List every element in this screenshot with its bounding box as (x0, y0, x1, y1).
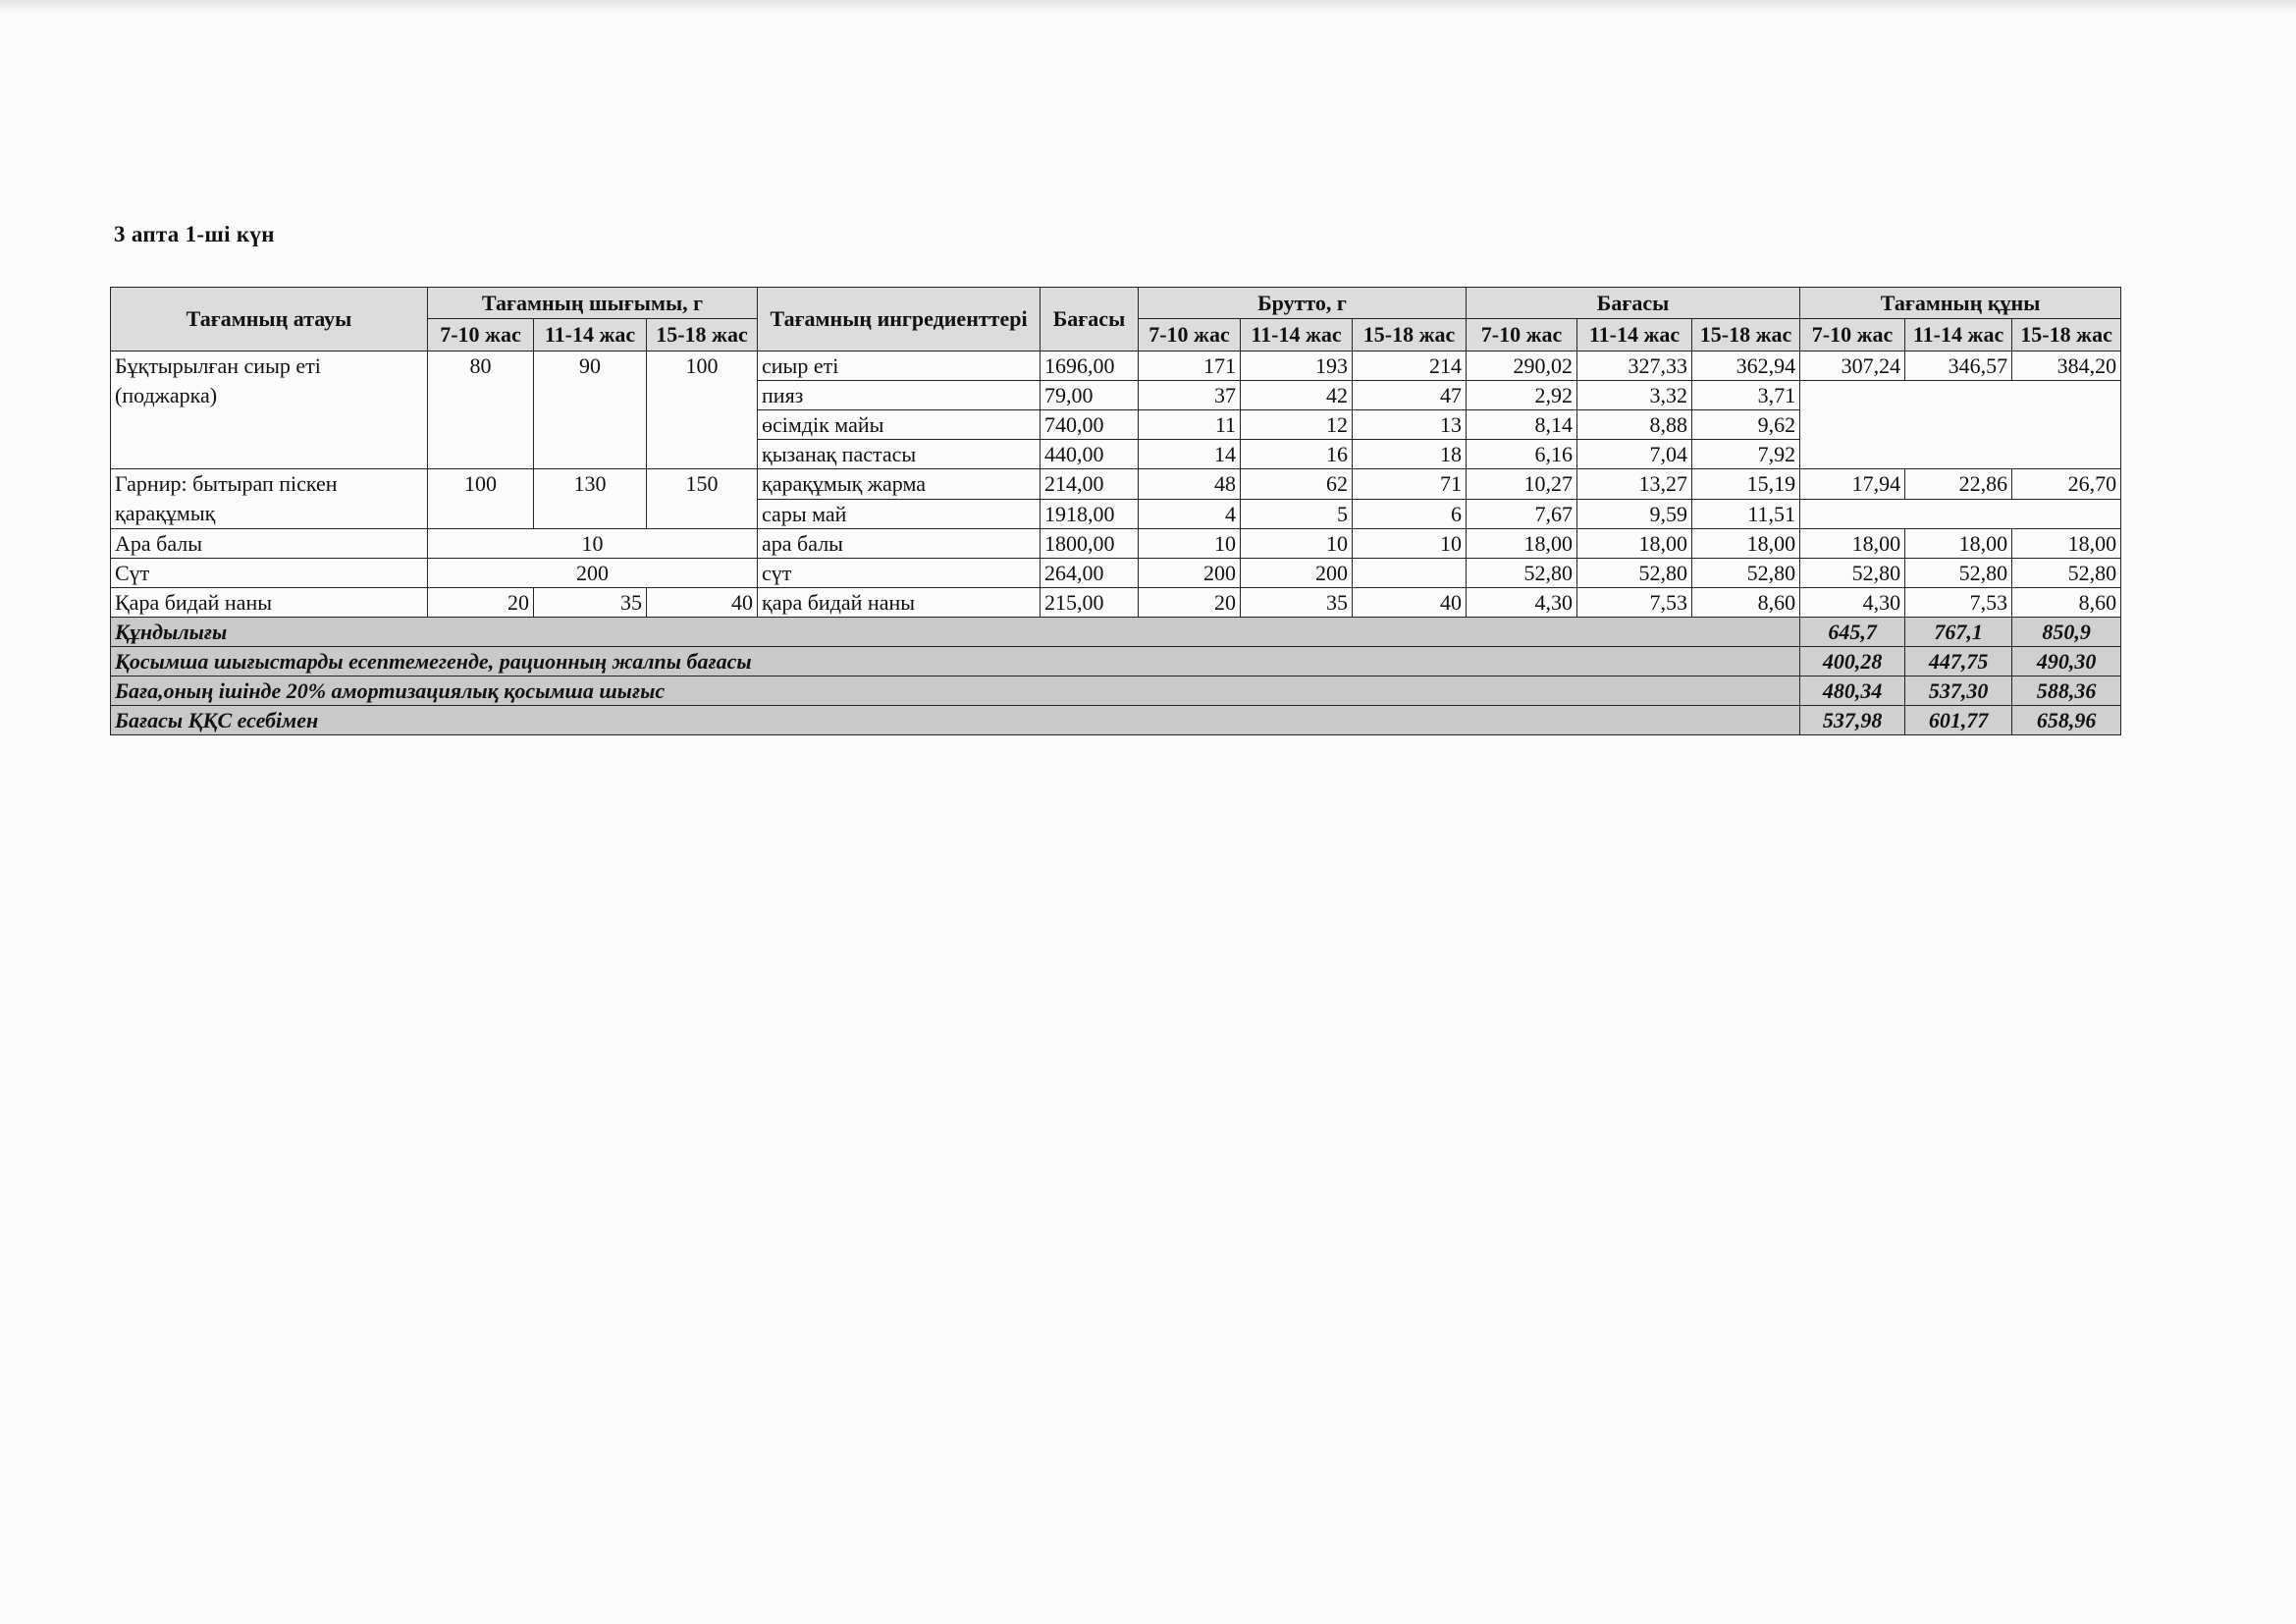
cost-cell: 290,02 (1467, 352, 1577, 381)
output-cell: 40 (647, 588, 758, 618)
age-header: 11-14 жас (1905, 319, 2012, 352)
dish-cost-cell: 22,86 (1905, 469, 2012, 500)
age-header: 7-10 жас (1139, 319, 1241, 352)
ingredient-name: қара бидай наны (758, 588, 1041, 618)
cost-cell: 18,00 (1692, 529, 1800, 559)
summary-value: 490,30 (2012, 647, 2121, 677)
brutto-cell: 37 (1139, 381, 1241, 410)
empty-cell (1800, 381, 2121, 469)
summary-row (111, 677, 2121, 706)
brutto-cell: 200 (1241, 559, 1353, 588)
cost-cell: 6,16 (1467, 440, 1577, 469)
brutto-cell: 40 (1353, 588, 1467, 618)
cost-cell: 4,30 (1467, 588, 1577, 618)
header-dish-cost: Тағамның құны (1800, 288, 2121, 319)
cost-cell: 8,88 (1577, 410, 1692, 440)
price-cell: 440,00 (1041, 440, 1139, 469)
output-cell: 150 (647, 469, 758, 529)
summary-value: 658,96 (2012, 706, 2121, 735)
dish-cost-cell: 18,00 (1905, 529, 2012, 559)
cost-cell: 18,00 (1467, 529, 1577, 559)
header-dish-name: Тағамның атауы (111, 288, 428, 352)
brutto-cell: 5 (1241, 499, 1353, 529)
summary-value: 537,98 (1800, 706, 1905, 735)
header-brutto: Брутто, г (1139, 288, 1467, 319)
brutto-cell: 10 (1139, 529, 1241, 559)
brutto-cell: 62 (1241, 469, 1353, 500)
dish-name: Сүт (111, 559, 428, 588)
cost-cell: 18,00 (1577, 529, 1692, 559)
brutto-cell: 16 (1241, 440, 1353, 469)
cost-cell: 3,71 (1692, 381, 1800, 410)
dish-cost-cell: 384,20 (2012, 352, 2121, 381)
dish-cost-cell: 7,53 (1905, 588, 2012, 618)
brutto-cell: 14 (1139, 440, 1241, 469)
price-cell: 740,00 (1041, 410, 1139, 440)
summary-value: 447,75 (1905, 647, 2012, 677)
price-cell: 1918,00 (1041, 499, 1139, 529)
cost-cell: 7,92 (1692, 440, 1800, 469)
header-ingredients: Тағамның ингредиенттері (758, 288, 1041, 352)
dish-cost-cell: 4,30 (1800, 588, 1905, 618)
price-cell: 214,00 (1041, 469, 1139, 500)
cost-cell: 13,27 (1577, 469, 1692, 500)
price-cell: 1696,00 (1041, 352, 1139, 381)
menu-table (110, 287, 2121, 735)
cost-cell: 9,59 (1577, 499, 1692, 529)
price-cell: 215,00 (1041, 588, 1139, 618)
table-row (111, 588, 2121, 618)
cost-cell: 9,62 (1692, 410, 1800, 440)
cost-cell: 7,04 (1577, 440, 1692, 469)
age-header: 15-18 жас (1353, 319, 1467, 352)
price-cell: 264,00 (1041, 559, 1139, 588)
output-cell: 35 (534, 588, 647, 618)
cost-cell: 7,53 (1577, 588, 1692, 618)
header-output: Тағамның шығымы, г (428, 288, 758, 319)
brutto-cell: 12 (1241, 410, 1353, 440)
brutto-cell (1353, 559, 1467, 588)
age-header: 11-14 жас (1241, 319, 1353, 352)
output-cell: 20 (428, 588, 534, 618)
summary-label: Құндылығы (111, 618, 1800, 647)
cost-cell: 7,67 (1467, 499, 1577, 529)
page-title: 3 апта 1-ші күн (114, 222, 275, 246)
summary-value: 601,77 (1905, 706, 2012, 735)
dish-name: Ара балы (111, 529, 428, 559)
table-row (111, 469, 2121, 500)
ingredient-name: сиыр еті (758, 352, 1041, 381)
summary-row (111, 706, 2121, 735)
ingredient-name: пияз (758, 381, 1041, 410)
dish-cost-cell: 52,80 (2012, 559, 2121, 588)
dish-cost-cell: 18,00 (1800, 529, 1905, 559)
age-header: 11-14 жас (1577, 319, 1692, 352)
cost-cell: 52,80 (1577, 559, 1692, 588)
summary-value: 645,7 (1800, 618, 1905, 647)
cost-cell: 10,27 (1467, 469, 1577, 500)
ingredient-name: ара балы (758, 529, 1041, 559)
ingredient-name: сүт (758, 559, 1041, 588)
dish-cost-cell: 52,80 (1905, 559, 2012, 588)
brutto-cell: 47 (1353, 381, 1467, 410)
summary-value: 850,9 (2012, 618, 2121, 647)
brutto-cell: 71 (1353, 469, 1467, 500)
cost-cell: 327,33 (1577, 352, 1692, 381)
ingredient-name: қызанақ пастасы (758, 440, 1041, 469)
cost-cell: 8,14 (1467, 410, 1577, 440)
age-header: 7-10 жас (1800, 319, 1905, 352)
cost-cell: 362,94 (1692, 352, 1800, 381)
brutto-cell: 10 (1353, 529, 1467, 559)
brutto-cell: 4 (1139, 499, 1241, 529)
output-cell: 10 (428, 529, 758, 559)
dish-name: Гарнир: бытырап піскен қарақұмық (111, 469, 428, 529)
brutto-cell: 48 (1139, 469, 1241, 500)
brutto-cell: 10 (1241, 529, 1353, 559)
dish-cost-cell: 18,00 (2012, 529, 2121, 559)
ingredient-name: өсімдік майы (758, 410, 1041, 440)
output-cell: 90 (534, 352, 647, 469)
brutto-cell: 13 (1353, 410, 1467, 440)
dish-cost-cell: 17,94 (1800, 469, 1905, 500)
dish-cost-cell: 52,80 (1800, 559, 1905, 588)
table-row (111, 559, 2121, 588)
brutto-cell: 18 (1353, 440, 1467, 469)
output-cell: 200 (428, 559, 758, 588)
brutto-cell: 171 (1139, 352, 1241, 381)
dish-cost-cell: 8,60 (2012, 588, 2121, 618)
dish-name: Қара бидай наны (111, 588, 428, 618)
summary-value: 767,1 (1905, 618, 2012, 647)
output-cell: 80 (428, 352, 534, 469)
summary-value: 480,34 (1800, 677, 1905, 706)
cost-cell: 8,60 (1692, 588, 1800, 618)
output-cell: 100 (647, 352, 758, 469)
cost-cell: 11,51 (1692, 499, 1800, 529)
empty-cell (1800, 499, 2121, 529)
brutto-cell: 200 (1139, 559, 1241, 588)
brutto-cell: 11 (1139, 410, 1241, 440)
table-row (111, 352, 2121, 381)
dish-cost-cell: 307,24 (1800, 352, 1905, 381)
summary-value: 588,36 (2012, 677, 2121, 706)
summary-row (111, 618, 2121, 647)
ingredient-name: қарақұмық жарма (758, 469, 1041, 500)
age-header: 15-18 жас (647, 319, 758, 352)
cost-cell: 52,80 (1692, 559, 1800, 588)
header-price: Бағасы (1041, 288, 1139, 352)
summary-row (111, 647, 2121, 677)
dish-name: Бұқтырылған сиыр еті (поджарка) (111, 352, 428, 469)
cost-cell: 2,92 (1467, 381, 1577, 410)
table-row (111, 529, 2121, 559)
summary-value: 537,30 (1905, 677, 2012, 706)
brutto-cell: 35 (1241, 588, 1353, 618)
output-cell: 100 (428, 469, 534, 529)
summary-value: 400,28 (1800, 647, 1905, 677)
dish-cost-cell: 26,70 (2012, 469, 2121, 500)
summary-label: Бағасы ҚҚС есебімен (111, 706, 1800, 735)
brutto-cell: 42 (1241, 381, 1353, 410)
summary-label: Қосымша шығыстарды есептемегенде, рационның жалпы бағасы (111, 647, 1800, 677)
age-header: 11-14 жас (534, 319, 647, 352)
price-cell: 79,00 (1041, 381, 1139, 410)
cost-cell: 3,32 (1577, 381, 1692, 410)
age-header: 7-10 жас (428, 319, 534, 352)
header-cost: Бағасы (1467, 288, 1800, 319)
cost-cell: 52,80 (1467, 559, 1577, 588)
summary-label: Баға,оның ішінде 20% амортизациялық қосымша шығыс (111, 677, 1800, 706)
output-cell: 130 (534, 469, 647, 529)
brutto-cell: 193 (1241, 352, 1353, 381)
cost-cell: 15,19 (1692, 469, 1800, 500)
price-cell: 1800,00 (1041, 529, 1139, 559)
brutto-cell: 6 (1353, 499, 1467, 529)
age-header: 15-18 жас (2012, 319, 2121, 352)
brutto-cell: 20 (1139, 588, 1241, 618)
age-header: 7-10 жас (1467, 319, 1577, 352)
ingredient-name: сары май (758, 499, 1041, 529)
brutto-cell: 214 (1353, 352, 1467, 381)
age-header: 15-18 жас (1692, 319, 1800, 352)
dish-cost-cell: 346,57 (1905, 352, 2012, 381)
scan-edge (0, 0, 2296, 14)
